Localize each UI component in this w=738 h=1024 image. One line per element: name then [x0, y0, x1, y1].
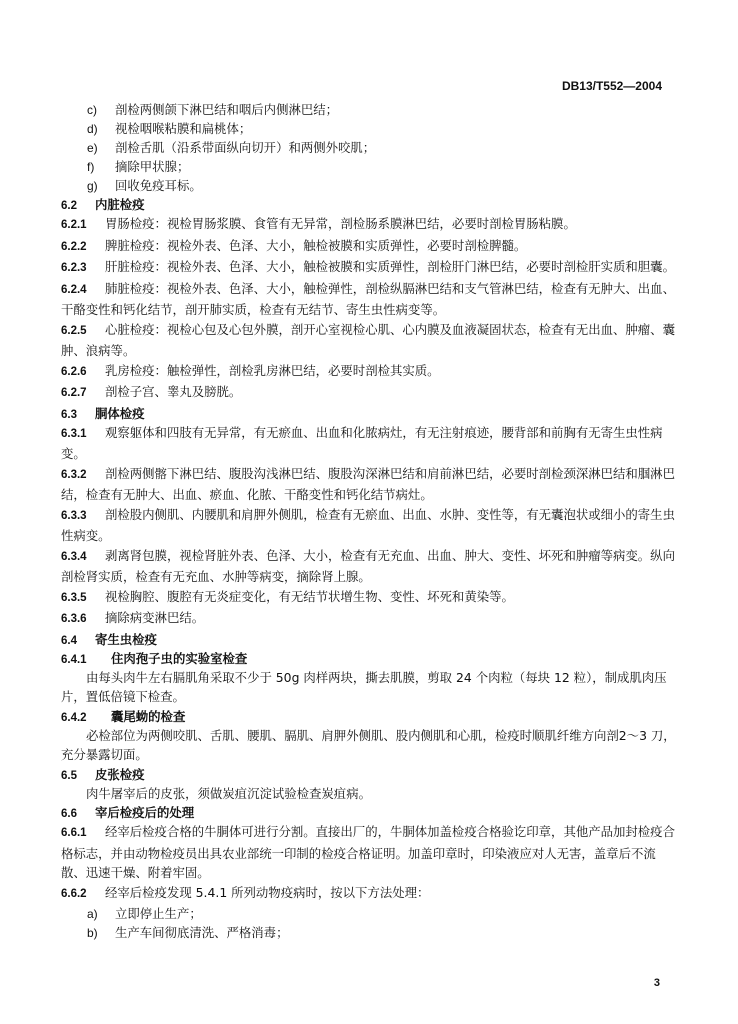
section-number: 6.6	[61, 808, 77, 820]
clause-paragraph	[61, 236, 677, 258]
clause-text: 肺脏检疫：视检外表、色泽、大小，触检弹性，剖检纵膈淋巴结和支气管淋巴结，检查有无肿大、出血、干酪变性和钙化结节，剖开肺实质，检查有无结节、寄生虫性病变等。	[61, 280, 675, 317]
document-body	[61, 100, 677, 942]
clause-text: 观察躯体和四肢有无异常，有无瘀血、出血和化脓病灶，有无注射痕迹，腰背部和前胸有无寄生虫性病变。	[61, 424, 663, 461]
clause-paragraph	[61, 257, 677, 279]
list-item-marker: f)	[87, 160, 95, 174]
list-item-text: 剖检舌肌（沿系带面纵向切开）和两侧外咬肌；	[115, 140, 376, 155]
clause-paragraph	[61, 464, 677, 505]
section-heading	[61, 803, 677, 822]
clause-paragraph	[61, 546, 677, 587]
clause-number: 6.2.2	[61, 240, 87, 253]
list-item	[61, 923, 677, 942]
clause-number: 6.3.3	[61, 509, 87, 522]
section-number: 6.4	[61, 634, 77, 647]
list-item	[61, 119, 677, 138]
clause-paragraph	[61, 505, 677, 546]
body-paragraph	[61, 784, 677, 804]
list-item	[61, 176, 677, 195]
clause-paragraph	[61, 382, 677, 404]
clause-number: 6.2.4	[61, 283, 87, 296]
list-item-text: 立即停止生产；	[115, 906, 202, 921]
clause-number: 6.2.3	[61, 262, 87, 274]
clause-number: 6.6.2	[61, 887, 87, 900]
clause-text: 剥离肾包膜，视检肾脏外表、色泽、大小，检查有无充血、出血、肿大、变性、坏死和肿瘤等病变。纵向剖检肾实质，检查有无充血、水肿等病变，摘除肾上腺。	[61, 547, 675, 584]
section-heading	[61, 765, 677, 784]
clause-text: 脾脏检疫：视检外表、色泽、大小，触检被膜和实质弹性，必要时剖检脾髓。	[105, 237, 527, 253]
paragraph-text: 由每头肉牛左右膈肌角采取不少于 50g 肉样两块，撕去肌膜，剪取 24 个肉粒（每块 12 粒），制成肌肉压片，置低倍镜下检查。	[61, 669, 667, 704]
clause-number: 6.3.1	[61, 427, 87, 440]
clause-text: 剖检子宫、睾丸及膀胱。	[105, 384, 242, 399]
section-title: 胴体检疫	[95, 405, 145, 421]
body-paragraph	[61, 668, 677, 707]
clause-paragraph	[61, 608, 677, 630]
section-heading	[61, 195, 677, 214]
section-title: 寄生虫检疫	[95, 631, 157, 647]
list-item	[61, 904, 677, 923]
subsection-heading	[61, 707, 677, 726]
clause-text: 视检胸腔、腹腔有无炎症变化，有无结节状增生物、变性、坏死和黄染等。	[105, 588, 514, 604]
clause-number: 6.3.2	[61, 468, 87, 481]
section-title: 内脏检疫	[95, 197, 145, 212]
clause-paragraph	[61, 214, 677, 236]
list-item	[61, 138, 677, 157]
section-number: 6.5	[61, 769, 77, 782]
clause-paragraph	[61, 587, 677, 609]
clause-number: 6.3.4	[61, 550, 87, 563]
clause-paragraph	[61, 279, 677, 320]
clause-text: 摘除病变淋巴结。	[105, 610, 205, 625]
list-item-text: 回收免疫耳标。	[115, 178, 202, 193]
page-number: 3	[653, 977, 660, 989]
list-item-marker: a)	[87, 907, 98, 921]
list-item-text: 摘除甲状腺；	[115, 159, 190, 174]
subsection-title: 囊尾蚴的检查	[111, 708, 186, 724]
section-number: 6.2	[61, 200, 77, 212]
paragraph-text: 肉牛屠宰后的皮张，须做炭疽沉淀试验检查炭疽病。	[86, 785, 371, 801]
list-item-marker: g)	[87, 179, 98, 193]
list-item-marker: c)	[87, 103, 97, 117]
list-item-marker: b)	[87, 926, 98, 940]
clause-text: 经宰后检疫发现 5.4.1 所列动物疫病时，按以下方法处理：	[105, 884, 430, 900]
clause-paragraph	[61, 361, 677, 383]
clause-text: 剖检股内侧肌、内腰肌和肩胛外侧肌，检查有无瘀血、出血、水肿、变性等，有无囊泡状或细小的寄生虫性病变。	[61, 506, 675, 543]
clause-number: 6.3.5	[61, 591, 87, 604]
list-item-marker: e)	[87, 141, 98, 155]
clause-text: 经宰后检疫合格的牛胴体可进行分割。直接出厂的，牛胴体加盖检疫合格验讫印章，其他产品加封检疫合格标志，并由动物检疫员出具农业部统一印制的检疫合格证明。加盖印章时，印染液应对人无害，盖章后不流散、迅速干燥、附着牢固。	[61, 824, 675, 880]
clause-paragraph	[61, 822, 677, 883]
clause-number: 6.2.7	[61, 387, 87, 399]
clause-number: 6.2.6	[61, 365, 87, 378]
subsection-number: 6.4.1	[61, 653, 87, 666]
body-paragraph	[61, 726, 677, 765]
document-code: DB13/T552—2004	[561, 79, 662, 93]
clause-text: 胃肠检疫：视检胃肠浆膜、食管有无异常，剖检肠系膜淋巴结，必要时剖检胃肠粘膜。	[105, 216, 576, 231]
list-item	[61, 157, 677, 176]
clause-text: 剖检两侧髂下淋巴结、腹股沟浅淋巴结、腹股沟深淋巴结和肩前淋巴结，必要时剖检颈深淋巴结和腘淋巴结，检查有无肿大、出血、瘀血、化脓、干酪变性和钙化结节病灶。	[61, 465, 675, 502]
list-item-text: 生产车间彻底清洗、严格消毒；	[115, 925, 289, 940]
list-item-marker: d)	[87, 122, 98, 136]
clause-text: 肝脏检疫：视检外表、色泽、大小，触检被膜和实质弹性，剖检肝门淋巴结，必要时剖检肝实质和胆囊。	[105, 259, 675, 274]
list-item	[61, 100, 677, 119]
section-heading	[61, 630, 677, 649]
clause-number: 6.6.1	[61, 827, 87, 839]
clause-number: 6.3.6	[61, 613, 87, 625]
section-title: 皮张检疫	[95, 766, 145, 782]
subsection-title: 住肉孢子虫的实验室检查	[111, 650, 248, 666]
section-number: 6.3	[61, 408, 77, 421]
list-item-text: 视检咽喉粘膜和扁桃体；	[115, 121, 252, 136]
section-heading	[61, 404, 677, 423]
list-item-text: 剖检两侧颌下淋巴结和咽后内侧淋巴结；	[115, 102, 339, 117]
clause-text: 乳房检疫：触检弹性，剖检乳房淋巴结，必要时剖检其实质。	[105, 362, 440, 378]
clause-text: 心脏检疫：视检心包及心包外膜，剖开心室视检心肌、心内膜及血液凝固状态，检查有无出血、肿瘤、囊肿、浪病等。	[61, 321, 675, 358]
subsection-number: 6.4.2	[61, 711, 87, 724]
clause-number: 6.2.1	[61, 219, 87, 231]
paragraph-text: 必检部位为两侧咬肌、舌肌、腰肌、膈肌、肩胛外侧肌、股内侧肌和心肌，检疫时顺肌纤维方向剖2～3 刀，充分暴露切面。	[61, 727, 676, 762]
clause-paragraph	[61, 423, 677, 464]
clause-number: 6.2.5	[61, 324, 87, 337]
subsection-heading	[61, 649, 677, 668]
clause-paragraph	[61, 883, 677, 905]
section-title: 宰后检疫后的处理	[95, 805, 195, 820]
clause-paragraph	[61, 320, 677, 361]
